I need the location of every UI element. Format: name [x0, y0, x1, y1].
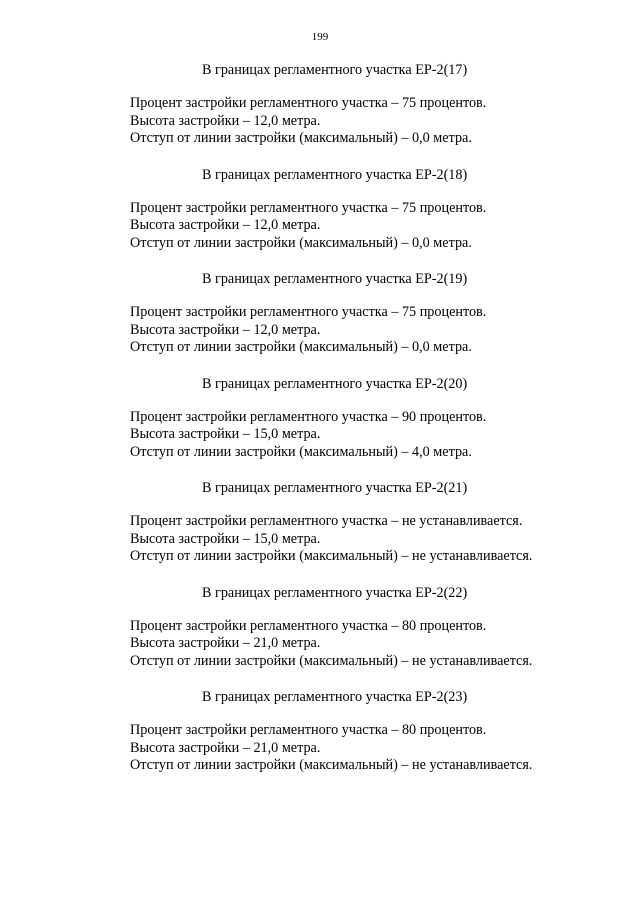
building-height-line: Высота застройки – 12,0 метра.: [130, 217, 321, 234]
section-heading: В границах регламентного участка ЕР-2(22): [202, 584, 468, 601]
setback-line: Отступ от линии застройки (максимальный) – не устанавливается.: [130, 652, 533, 669]
section-heading: В границах регламентного участка ЕР-2(21): [202, 480, 468, 496]
building-height-line: Высота застройки – 12,0 метра.: [130, 321, 321, 338]
section-heading: В границах регламентного участка ЕР-2(17): [202, 62, 468, 78]
setback-line: Отступ от линии застройки (максимальный) – 0,0 метра.: [130, 234, 472, 251]
section-lines: [130, 513, 610, 566]
setback-line: Отступ от линии застройки (максимальный) – не устанавливается.: [130, 757, 533, 774]
building-height-line: Высота застройки – 21,0 метра.: [130, 739, 321, 756]
setback-line: Отступ от линии застройки (максимальный) – 4,0 метра.: [130, 443, 472, 460]
section-heading: В границах регламентного участка ЕР-2(18): [202, 166, 468, 183]
building-percentage-line: Процент застройки регламентного участка – 75 процентов.: [130, 95, 487, 111]
setback-line: Отступ от линии застройки (максимальный) – не устанавливается.: [130, 548, 533, 565]
section-ep-2-17: [130, 61, 610, 166]
section-ep-2-18: [130, 166, 610, 271]
building-height-line: Высота застройки – 15,0 метра.: [130, 530, 321, 547]
building-percentage-line: Процент застройки регламентного участка – 75 процентов.: [130, 304, 487, 320]
section-lines: [130, 618, 610, 671]
building-percentage-line: Процент застройки регламентного участка – 90 процентов.: [130, 408, 487, 425]
regulation-sections: [130, 61, 610, 793]
building-percentage-line: Процент застройки регламентного участка – 80 процентов.: [130, 617, 487, 634]
section-lines: [130, 409, 610, 462]
section-heading: В границах регламентного участка ЕР-2(20): [202, 375, 468, 392]
section-ep-2-19: [130, 270, 610, 375]
section-ep-2-22: [130, 584, 610, 689]
section-ep-2-23: [130, 688, 610, 793]
section-ep-2-20: [130, 375, 610, 480]
building-height-line: Высота застройки – 12,0 метра.: [130, 112, 321, 129]
section-lines: [130, 304, 610, 357]
setback-line: Отступ от линии застройки (максимальный) – 0,0 метра.: [130, 130, 472, 147]
page-number: 199: [311, 31, 329, 43]
section-lines: [130, 95, 610, 148]
section-lines: [130, 722, 610, 775]
building-percentage-line: Процент застройки регламентного участка – 80 процентов.: [130, 722, 487, 738]
setback-line: Отступ от линии застройки (максимальный) – 0,0 метра.: [130, 339, 472, 356]
section-lines: [130, 200, 610, 253]
section-heading: В границах регламентного участка ЕР-2(19): [202, 271, 468, 287]
building-height-line: Высота застройки – 21,0 метра.: [130, 635, 321, 652]
building-height-line: Высота застройки – 15,0 метра.: [130, 426, 321, 443]
section-heading: В границах регламентного участка ЕР-2(23): [202, 689, 468, 705]
building-percentage-line: Процент застройки регламентного участка – не устанавливается.: [130, 513, 523, 529]
section-ep-2-21: [130, 479, 610, 584]
building-percentage-line: Процент застройки регламентного участка – 75 процентов.: [130, 199, 487, 216]
